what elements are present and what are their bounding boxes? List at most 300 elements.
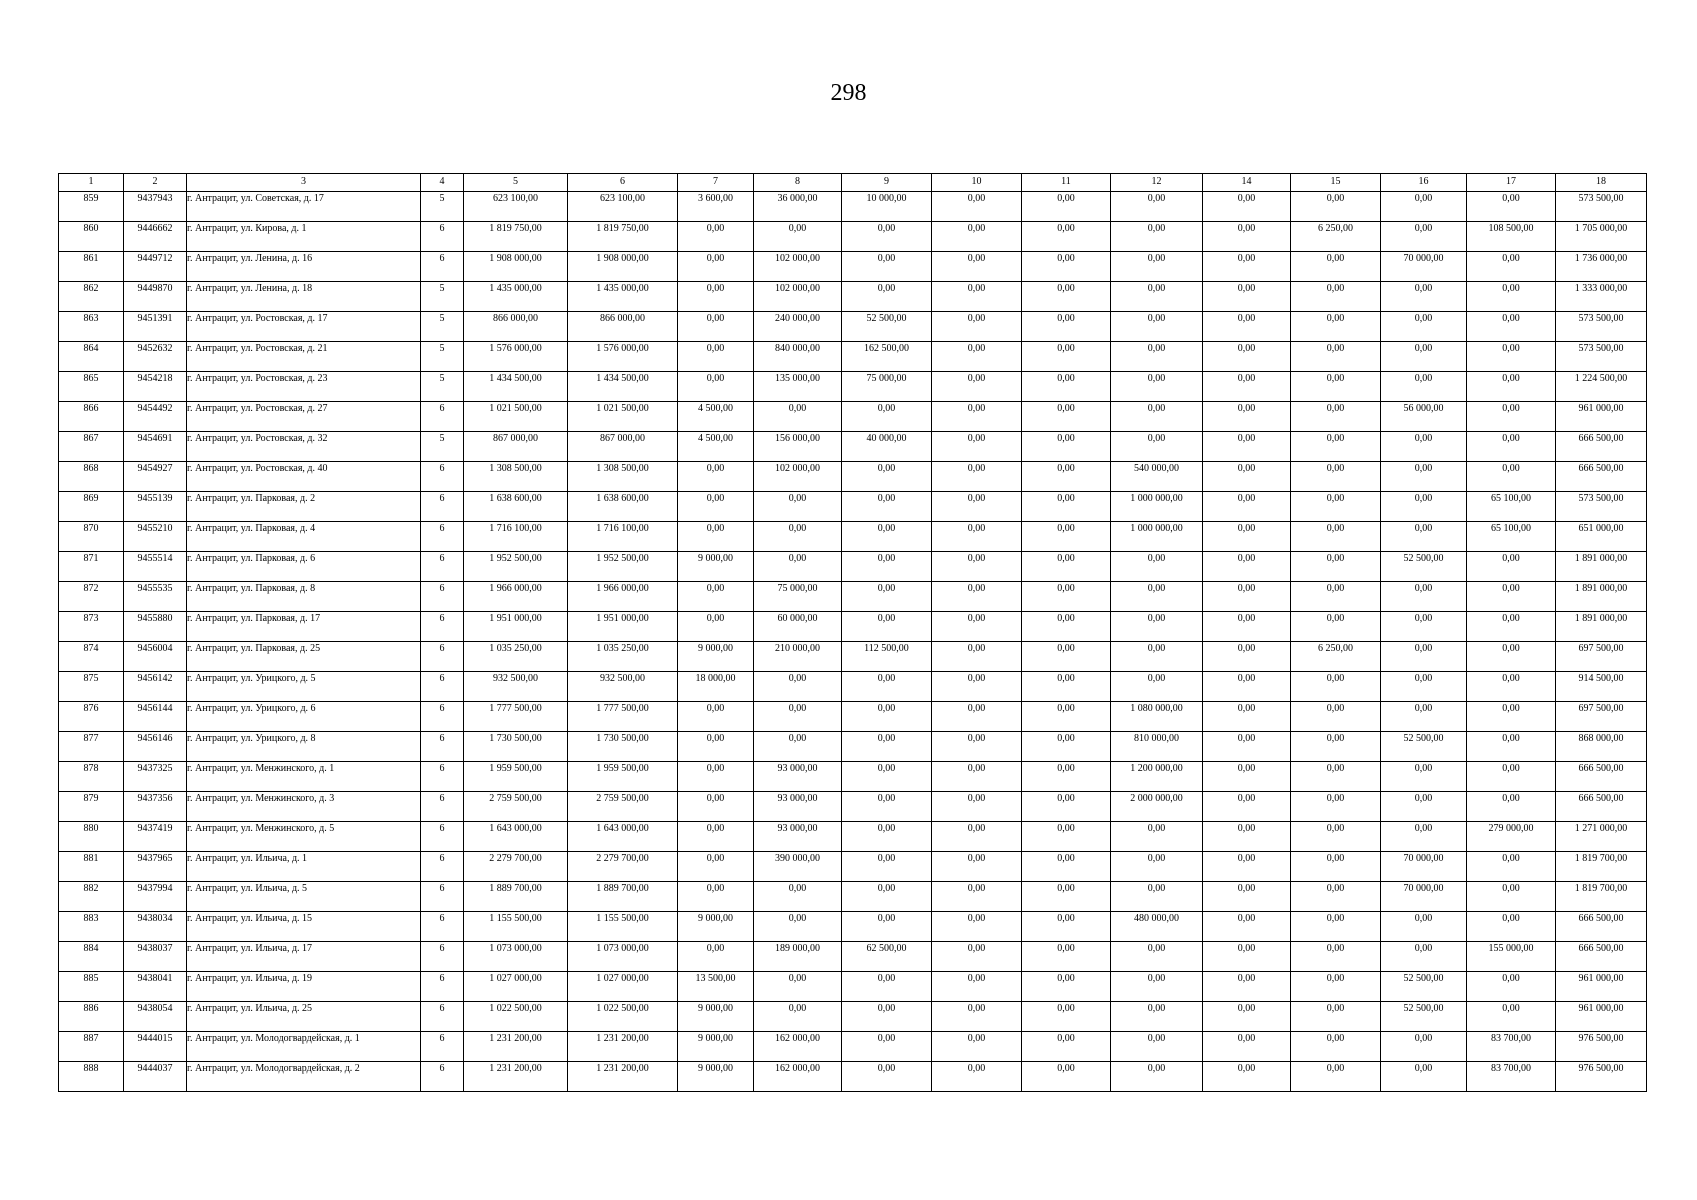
table-cell: 9437943	[124, 192, 187, 222]
table-cell: 0,00	[1467, 252, 1556, 282]
table-cell: 162 000,00	[754, 1032, 842, 1062]
table-cell: 573 500,00	[1556, 192, 1647, 222]
table-cell: 0,00	[1203, 492, 1291, 522]
table-cell: 0,00	[1291, 912, 1381, 942]
table-row	[59, 402, 1647, 432]
table-cell: 0,00	[678, 852, 754, 882]
table-cell: 961 000,00	[1556, 402, 1647, 432]
table-cell: г. Антрацит, ул. Парковая, д. 17	[187, 612, 421, 642]
table-cell: 0,00	[1381, 822, 1467, 852]
table-cell: 9454218	[124, 372, 187, 402]
table-cell: 0,00	[1203, 222, 1291, 252]
table-cell: 9438054	[124, 1002, 187, 1032]
table-cell: 0,00	[842, 552, 932, 582]
table-cell: 866 000,00	[568, 312, 678, 342]
table-cell: 0,00	[1381, 1032, 1467, 1062]
table-cell: 52 500,00	[842, 312, 932, 342]
table-cell: 9455139	[124, 492, 187, 522]
table-cell: 1 716 100,00	[568, 522, 678, 552]
page-number: 298	[830, 80, 867, 106]
table-cell: 70 000,00	[1381, 882, 1467, 912]
column-header: 3	[187, 174, 421, 192]
table-cell: г. Антрацит, ул. Кирова, д. 1	[187, 222, 421, 252]
table-cell: 1 951 000,00	[568, 612, 678, 642]
table-cell: 0,00	[932, 1032, 1022, 1062]
table-cell: 1 638 600,00	[568, 492, 678, 522]
table-cell: 1 027 000,00	[464, 972, 568, 1002]
table-cell: 0,00	[678, 702, 754, 732]
table-cell: 0,00	[932, 672, 1022, 702]
table-cell: 0,00	[1467, 192, 1556, 222]
table-cell: 0,00	[932, 312, 1022, 342]
table-cell: 5	[421, 192, 464, 222]
table-cell: 867	[59, 432, 124, 462]
table-cell: 0,00	[1022, 762, 1111, 792]
table-cell: 9455880	[124, 612, 187, 642]
table-cell: 5	[421, 312, 464, 342]
table-cell: 0,00	[932, 1062, 1022, 1092]
table-cell: 1 022 500,00	[464, 1002, 568, 1032]
table-cell: 9455535	[124, 582, 187, 612]
table-cell: 1 000 000,00	[1111, 492, 1203, 522]
table-cell: г. Антрацит, ул. Молодогвардейская, д. 1	[187, 1032, 421, 1062]
table-cell: 1 000 000,00	[1111, 522, 1203, 552]
table-cell: 0,00	[1111, 252, 1203, 282]
table-cell: 877	[59, 732, 124, 762]
table-cell: 0,00	[1022, 732, 1111, 762]
table-cell: 0,00	[1022, 822, 1111, 852]
table-cell: 0,00	[1467, 342, 1556, 372]
table-cell: 6	[421, 522, 464, 552]
table-cell: 0,00	[1022, 552, 1111, 582]
table-cell: 102 000,00	[754, 462, 842, 492]
table-cell: 9437419	[124, 822, 187, 852]
table-row	[59, 222, 1647, 252]
table-cell: г. Антрацит, ул. Ростовская, д. 23	[187, 372, 421, 402]
table-cell: г. Антрацит, ул. Ростовская, д. 27	[187, 402, 421, 432]
table-cell: 0,00	[1203, 732, 1291, 762]
table-cell: 859	[59, 192, 124, 222]
table-cell: 0,00	[1111, 852, 1203, 882]
table-cell: 0,00	[1111, 192, 1203, 222]
table-cell: 5	[421, 432, 464, 462]
table-row	[59, 1032, 1647, 1062]
table-cell: 0,00	[1467, 912, 1556, 942]
table-cell: 0,00	[842, 732, 932, 762]
table-cell: 0,00	[1291, 282, 1381, 312]
table-cell: 6	[421, 492, 464, 522]
table-cell: 0,00	[1381, 582, 1467, 612]
column-header: 4	[421, 174, 464, 192]
table-cell: 1 889 700,00	[568, 882, 678, 912]
table-cell: 5	[421, 372, 464, 402]
table-cell: 162 000,00	[754, 1062, 842, 1092]
table-cell: 0,00	[1203, 552, 1291, 582]
table-cell: 0,00	[1203, 582, 1291, 612]
table-cell: 0,00	[678, 462, 754, 492]
table-cell: 0,00	[1381, 282, 1467, 312]
table-cell: 9 000,00	[678, 1032, 754, 1062]
table-row	[59, 312, 1647, 342]
table-cell: 1 434 500,00	[464, 372, 568, 402]
table-cell: 0,00	[1022, 582, 1111, 612]
table-row	[59, 282, 1647, 312]
table-cell: 885	[59, 972, 124, 1002]
table-cell: 0,00	[932, 792, 1022, 822]
table-cell: 862	[59, 282, 124, 312]
table-row	[59, 942, 1647, 972]
table-header	[59, 174, 1647, 192]
table-cell: 6 250,00	[1291, 642, 1381, 672]
table-cell: 162 500,00	[842, 342, 932, 372]
table-cell: 0,00	[678, 252, 754, 282]
table-cell: 0,00	[754, 882, 842, 912]
table-cell: 0,00	[1381, 912, 1467, 942]
table-row	[59, 492, 1647, 522]
table-cell: 5	[421, 342, 464, 372]
table-cell: 9449870	[124, 282, 187, 312]
table-cell: 870	[59, 522, 124, 552]
table-cell: 0,00	[1111, 282, 1203, 312]
table-cell: 6	[421, 882, 464, 912]
table-cell: 0,00	[1381, 372, 1467, 402]
table-cell: г. Антрацит, ул. Ленина, д. 16	[187, 252, 421, 282]
table-cell: 932 500,00	[464, 672, 568, 702]
table-cell: 0,00	[754, 492, 842, 522]
column-header: 6	[568, 174, 678, 192]
table-cell: 0,00	[678, 342, 754, 372]
table-cell: 480 000,00	[1111, 912, 1203, 942]
table-cell: 9437356	[124, 792, 187, 822]
table-cell: 93 000,00	[754, 792, 842, 822]
table-cell: 0,00	[1111, 372, 1203, 402]
table-cell: 52 500,00	[1381, 732, 1467, 762]
table-cell: 1 308 500,00	[568, 462, 678, 492]
table-cell: 666 500,00	[1556, 792, 1647, 822]
table-cell: 0,00	[1203, 912, 1291, 942]
table-cell: 0,00	[842, 402, 932, 432]
table-cell: 3 600,00	[678, 192, 754, 222]
table-cell: 0,00	[932, 732, 1022, 762]
table-cell: 0,00	[1291, 372, 1381, 402]
column-header: 11	[1022, 174, 1111, 192]
table-cell: 9438041	[124, 972, 187, 1002]
table-cell: 666 500,00	[1556, 762, 1647, 792]
table-cell: 1 952 500,00	[464, 552, 568, 582]
table-cell: 5	[421, 282, 464, 312]
table-cell: 860	[59, 222, 124, 252]
table-cell: 666 500,00	[1556, 432, 1647, 462]
table-cell: 1 035 250,00	[464, 642, 568, 672]
table-cell: 879	[59, 792, 124, 822]
table-cell: 0,00	[1111, 642, 1203, 672]
header-row	[59, 174, 1647, 192]
table-cell: 1 155 500,00	[464, 912, 568, 942]
table-cell: 0,00	[932, 282, 1022, 312]
table-cell: 0,00	[754, 672, 842, 702]
table-cell: 6	[421, 702, 464, 732]
table-cell: 6	[421, 972, 464, 1002]
table-cell: 887	[59, 1032, 124, 1062]
table-cell: 6 250,00	[1291, 222, 1381, 252]
table-cell: 1 966 000,00	[568, 582, 678, 612]
table-cell: 0,00	[1022, 492, 1111, 522]
table-cell: 1 819 700,00	[1556, 882, 1647, 912]
table-cell: 810 000,00	[1111, 732, 1203, 762]
table-cell: 1 434 500,00	[568, 372, 678, 402]
table-cell: 976 500,00	[1556, 1062, 1647, 1092]
table-cell: 866 000,00	[464, 312, 568, 342]
table-cell: г. Антрацит, ул. Парковая, д. 4	[187, 522, 421, 552]
table-cell: 6	[421, 792, 464, 822]
table-cell: 0,00	[1203, 1002, 1291, 1032]
table-cell: 914 500,00	[1556, 672, 1647, 702]
table-cell: 2 279 700,00	[568, 852, 678, 882]
table-cell: 840 000,00	[754, 342, 842, 372]
table-row	[59, 762, 1647, 792]
table-cell: г. Антрацит, ул. Молодогвардейская, д. 2	[187, 1062, 421, 1092]
table-row	[59, 672, 1647, 702]
table-cell: 0,00	[932, 822, 1022, 852]
table-cell: 0,00	[1467, 972, 1556, 1002]
table-cell: 0,00	[1111, 1062, 1203, 1092]
table-cell: 0,00	[1022, 882, 1111, 912]
table-cell: 0,00	[842, 822, 932, 852]
table-cell: 9437965	[124, 852, 187, 882]
table-cell: 1 777 500,00	[464, 702, 568, 732]
column-header: 2	[124, 174, 187, 192]
table-cell: 155 000,00	[1467, 942, 1556, 972]
table-cell: 0,00	[932, 252, 1022, 282]
table-cell: 1 021 500,00	[568, 402, 678, 432]
table-cell: 1 021 500,00	[464, 402, 568, 432]
table-cell: 9455514	[124, 552, 187, 582]
table-cell: 75 000,00	[842, 372, 932, 402]
table-cell: 6	[421, 462, 464, 492]
table-cell: 0,00	[754, 702, 842, 732]
table-cell: 1 908 000,00	[464, 252, 568, 282]
table-cell: 9 000,00	[678, 552, 754, 582]
table-cell: 0,00	[1291, 972, 1381, 1002]
table-cell: 876	[59, 702, 124, 732]
table-cell: 0,00	[678, 822, 754, 852]
table-cell: 112 500,00	[842, 642, 932, 672]
table-cell: 1 891 000,00	[1556, 582, 1647, 612]
table-cell: 135 000,00	[754, 372, 842, 402]
table-row	[59, 552, 1647, 582]
table-cell: 1 891 000,00	[1556, 552, 1647, 582]
table-cell: 0,00	[1203, 852, 1291, 882]
table-cell: г. Антрацит, ул. Ильича, д. 19	[187, 972, 421, 1002]
table-cell: 1 638 600,00	[464, 492, 568, 522]
table-cell: 0,00	[1467, 552, 1556, 582]
table-cell: 0,00	[932, 582, 1022, 612]
table-row	[59, 1062, 1647, 1092]
table-cell: 4 500,00	[678, 432, 754, 462]
table-cell: 1 819 700,00	[1556, 852, 1647, 882]
table-cell: 0,00	[842, 582, 932, 612]
table-row	[59, 582, 1647, 612]
table-cell: 1 889 700,00	[464, 882, 568, 912]
table-cell: 0,00	[932, 942, 1022, 972]
table-cell: 6	[421, 222, 464, 252]
table-cell: 0,00	[1381, 672, 1467, 702]
table-cell: 0,00	[1022, 1032, 1111, 1062]
table-cell: 871	[59, 552, 124, 582]
data-table-container	[58, 173, 1647, 1092]
column-header: 10	[932, 174, 1022, 192]
table-cell: 9 000,00	[678, 642, 754, 672]
table-row	[59, 642, 1647, 672]
table-cell: 0,00	[842, 522, 932, 552]
table-cell: 0,00	[932, 612, 1022, 642]
table-cell: 0,00	[1291, 192, 1381, 222]
table-cell: 6	[421, 402, 464, 432]
table-cell: 883	[59, 912, 124, 942]
table-cell: 0,00	[842, 1062, 932, 1092]
table-cell: 0,00	[1022, 1002, 1111, 1032]
table-cell: 0,00	[1467, 882, 1556, 912]
table-cell: г. Антрацит, ул. Ильича, д. 5	[187, 882, 421, 912]
table-cell: 9451391	[124, 312, 187, 342]
table-cell: 0,00	[842, 882, 932, 912]
table-cell: 0,00	[1467, 852, 1556, 882]
table-row	[59, 1002, 1647, 1032]
table-cell: 1 080 000,00	[1111, 702, 1203, 732]
table-row	[59, 882, 1647, 912]
table-cell: 1 730 500,00	[568, 732, 678, 762]
table-cell: 0,00	[1111, 972, 1203, 1002]
table-cell: 1 959 500,00	[464, 762, 568, 792]
table-cell: 1 435 000,00	[568, 282, 678, 312]
table-cell: 0,00	[1381, 312, 1467, 342]
table-cell: 9438034	[124, 912, 187, 942]
table-cell: 0,00	[932, 912, 1022, 942]
table-cell: 0,00	[754, 552, 842, 582]
table-cell: 0,00	[1291, 312, 1381, 342]
table-cell: 0,00	[1467, 612, 1556, 642]
table-cell: 0,00	[678, 882, 754, 912]
column-header: 7	[678, 174, 754, 192]
table-cell: 0,00	[1291, 762, 1381, 792]
table-cell: 6	[421, 1032, 464, 1062]
column-header: 18	[1556, 174, 1647, 192]
table-cell: 1 155 500,00	[568, 912, 678, 942]
table-cell: 0,00	[1203, 252, 1291, 282]
table-cell: 189 000,00	[754, 942, 842, 972]
table-cell: 1 908 000,00	[568, 252, 678, 282]
table-cell: 0,00	[1467, 762, 1556, 792]
table-cell: 0,00	[678, 282, 754, 312]
table-cell: 9 000,00	[678, 912, 754, 942]
table-cell: 13 500,00	[678, 972, 754, 1002]
table-cell: 0,00	[932, 372, 1022, 402]
table-cell: 0,00	[1203, 1062, 1291, 1092]
table-cell: 0,00	[1022, 1062, 1111, 1092]
table-cell: 52 500,00	[1381, 1002, 1467, 1032]
table-cell: 0,00	[1381, 762, 1467, 792]
table-cell: 1 959 500,00	[568, 762, 678, 792]
table-cell: 4 500,00	[678, 402, 754, 432]
table-cell: 0,00	[1203, 612, 1291, 642]
table-row	[59, 792, 1647, 822]
table-cell: 0,00	[932, 762, 1022, 792]
table-cell: 1 576 000,00	[464, 342, 568, 372]
table-cell: 6	[421, 672, 464, 702]
table-cell: 1 022 500,00	[568, 1002, 678, 1032]
table-cell: 0,00	[1291, 552, 1381, 582]
column-header: 9	[842, 174, 932, 192]
table-cell: 6	[421, 912, 464, 942]
table-cell: 1 951 000,00	[464, 612, 568, 642]
table-cell: 0,00	[1291, 882, 1381, 912]
table-cell: 108 500,00	[1467, 222, 1556, 252]
table-cell: 0,00	[1022, 462, 1111, 492]
table-cell: г. Антрацит, ул. Ильича, д. 17	[187, 942, 421, 972]
table-cell: 0,00	[1467, 582, 1556, 612]
table-cell: 1 736 000,00	[1556, 252, 1647, 282]
table-cell: г. Антрацит, ул. Менжинского, д. 1	[187, 762, 421, 792]
table-cell: 93 000,00	[754, 822, 842, 852]
table-cell: 0,00	[1381, 612, 1467, 642]
table-cell: 156 000,00	[754, 432, 842, 462]
table-cell: 0,00	[842, 762, 932, 792]
table-cell: 0,00	[1022, 372, 1111, 402]
table-cell: 932 500,00	[568, 672, 678, 702]
table-cell: 6	[421, 822, 464, 852]
table-cell: 0,00	[1467, 702, 1556, 732]
table-cell: 0,00	[842, 492, 932, 522]
table-cell: 0,00	[1022, 432, 1111, 462]
table-cell: 0,00	[1467, 672, 1556, 702]
table-cell: 976 500,00	[1556, 1032, 1647, 1062]
table-cell: 0,00	[932, 852, 1022, 882]
table-cell: г. Антрацит, ул. Менжинского, д. 5	[187, 822, 421, 852]
table-cell: г. Антрацит, ул. Ленина, д. 18	[187, 282, 421, 312]
table-cell: 1 716 100,00	[464, 522, 568, 552]
table-cell: 0,00	[1022, 942, 1111, 972]
table-cell: 2 759 500,00	[464, 792, 568, 822]
table-cell: г. Антрацит, ул. Парковая, д. 2	[187, 492, 421, 522]
table-cell: 1 073 000,00	[568, 942, 678, 972]
table-cell: 0,00	[842, 972, 932, 1002]
table-cell: г. Антрацит, ул. Ильича, д. 1	[187, 852, 421, 882]
table-cell: 0,00	[932, 702, 1022, 732]
column-header: 16	[1381, 174, 1467, 192]
table-cell: 0,00	[1111, 882, 1203, 912]
table-cell: 0,00	[1291, 462, 1381, 492]
table-cell: 0,00	[1467, 642, 1556, 672]
table-cell: 961 000,00	[1556, 972, 1647, 1002]
table-cell: 0,00	[1381, 942, 1467, 972]
table-cell: 0,00	[842, 612, 932, 642]
table-cell: 0,00	[1203, 1032, 1291, 1062]
table-cell: 1 952 500,00	[568, 552, 678, 582]
table-cell: 573 500,00	[1556, 492, 1647, 522]
table-row	[59, 372, 1647, 402]
table-row	[59, 462, 1647, 492]
table-cell: 0,00	[1467, 1002, 1556, 1032]
table-cell: 1 035 250,00	[568, 642, 678, 672]
table-cell: 0,00	[1022, 222, 1111, 252]
table-cell: 0,00	[932, 222, 1022, 252]
table-row	[59, 342, 1647, 372]
table-cell: 0,00	[842, 912, 932, 942]
table-cell: г. Антрацит, ул. Ростовская, д. 17	[187, 312, 421, 342]
table-cell: 0,00	[1022, 672, 1111, 702]
table-cell: 865	[59, 372, 124, 402]
table-cell: 0,00	[1022, 252, 1111, 282]
